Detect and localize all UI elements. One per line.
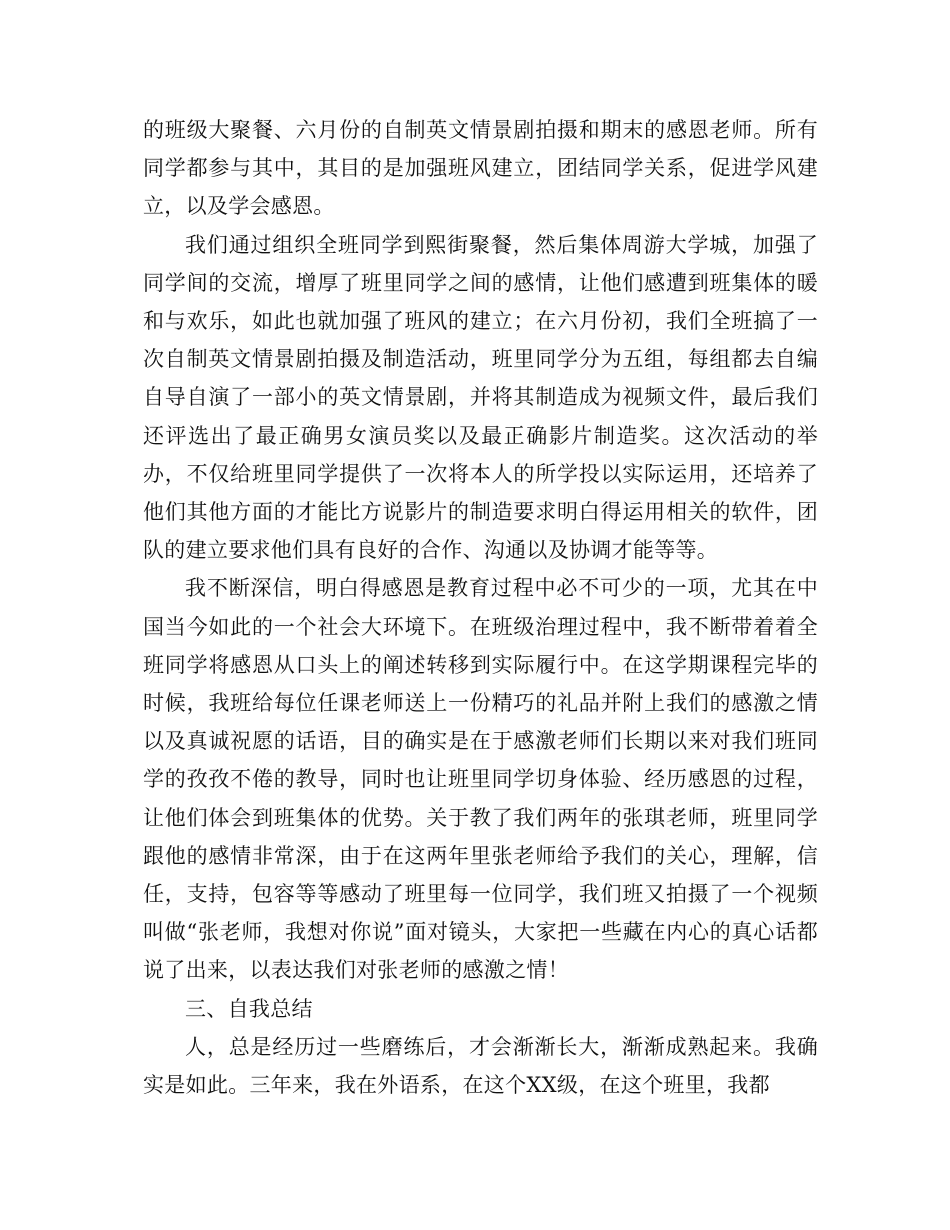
- section-heading: 三、自我总结: [185, 996, 313, 1021]
- paragraph-class-activities: 我们通过组织全班同学到熙街聚餐，然后集体周游大学城，加强了同学间的交流，增厚了班里同学之间的感情，让他们感遭到班集体的暖和与欢乐，如此也就加强了班风的建立；在六月份初，我们全班搞了一次自制英文情景剧拍摄及制造活动，班里同学分为五组，每组都去自编自导自演了一部小的英文情景剧，并将其制造成为视频文件，最后我们还评选出了最正确男女演员奖以及最正确影片制造奖。这次活动的举办，不仅给班里同学提供了一次将本人的所学投以实际运用，还培养了他们其他方面的才能比方说影片的制造要求明白得运用相关的软件，团队的建立要求他们具有良好的合作、沟通以及协调才能等等。: [143, 232, 818, 563]
- paragraph-self-summary: 人，总是经历过一些磨练后，才会渐渐长大，渐渐成熟起来。我确实是如此。三年来，我在外语系，在这个XX级，在这个班里，我都: [143, 1034, 818, 1098]
- paragraph-continuation: 的班级大聚餐、六月份的自制英文情景剧拍摄和期末的感恩老师。所有同学都参与其中，其目的是加强班风建立，团结同学关系，促进学风建立，以及学会感恩。: [143, 118, 818, 219]
- paragraph-gratitude: 我不断深信，明白得感恩是教育过程中必不可少的一项，尤其在中国当今如此的一个社会大环境下。在班级治理过程中，我不断带着着全班同学将感恩从口头上的阐述转移到实际履行中。在这学期课程完毕的时候，我班给每位任课老师送上一份精巧的礼品并附上我们的感激之情以及真诚祝愿的话语，目的确实是在于感激老师们长期以来对我们班同学的孜孜不倦的教导，同时也让班里同学切身体验、经历感恩的过程，让他们体会到班集体的优势。关于教了我们两年的张琪老师，班里同学跟他的感情非常深，由于在这两年里张老师给予我们的关心，理解，信任，支持，包容等等感动了班里每一位同学，我们班又拍摄了一个视频叫做“张老师，我想对你说”面对镜头，大家把一些藏在内心的真心话都说了出来，以表达我们对张老师的感激之情！: [143, 576, 818, 983]
- document-body: [143, 111, 818, 1104]
